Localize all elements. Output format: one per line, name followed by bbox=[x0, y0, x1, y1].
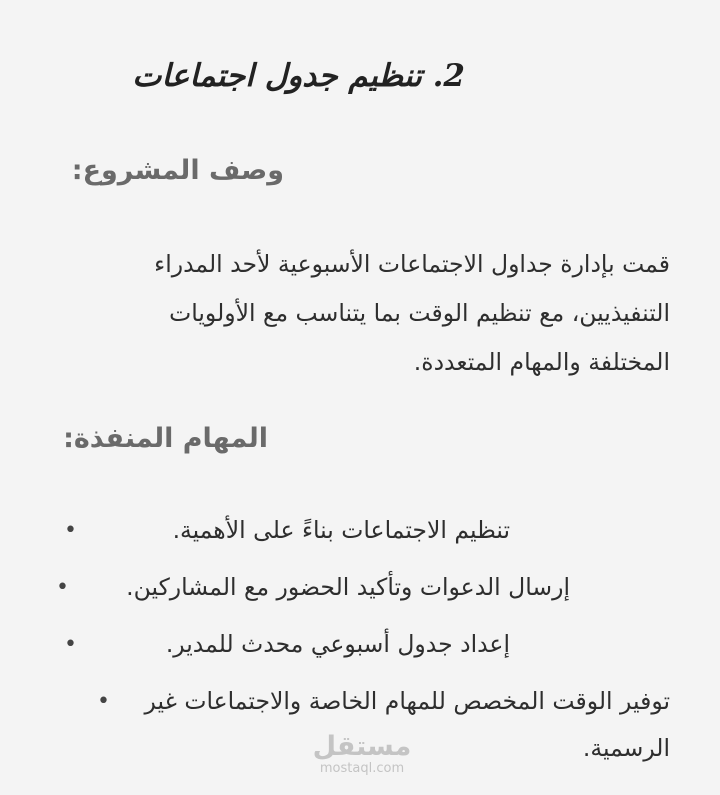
bullet-icon: • bbox=[97, 689, 110, 714]
watermark-logo-text: مستقل bbox=[312, 731, 412, 762]
description-paragraph: قمت بإدارة جداول الاجتماعات الأسبوعية لأحد المدراء التنفيذيين، مع تنظيم الوقت بما يتناسب مع الأولويات المختلفة والمهام المتعددة. bbox=[154, 250, 670, 376]
task-text: إعداد جدول أسبوعي محدث للمدير. bbox=[165, 630, 510, 658]
tasks-heading: المهام المنفذة: bbox=[63, 423, 268, 454]
list-item bbox=[64, 621, 510, 668]
task-text: تنظيم الاجتماعات بناءً على الأهمية. bbox=[172, 516, 510, 544]
list-item bbox=[64, 507, 510, 554]
bullet-icon: • bbox=[56, 575, 69, 600]
document-title: 2. تنظيم جدول اجتماعات bbox=[132, 58, 465, 94]
bullet-icon: • bbox=[64, 518, 77, 543]
task-text: إرسال الدعوات وتأكيد الحضور مع المشاركين. bbox=[126, 573, 570, 601]
list-item bbox=[56, 564, 570, 611]
watermark-domain: mostaql.com bbox=[319, 761, 405, 776]
bullet-icon: • bbox=[64, 632, 77, 657]
mostaql-watermark bbox=[312, 732, 412, 776]
task-text: توفير الوقت المخصص للمهام الخاصة والاجتماعات غير الرسمية. bbox=[144, 687, 670, 762]
description-heading: وصف المشروع: bbox=[71, 155, 284, 186]
